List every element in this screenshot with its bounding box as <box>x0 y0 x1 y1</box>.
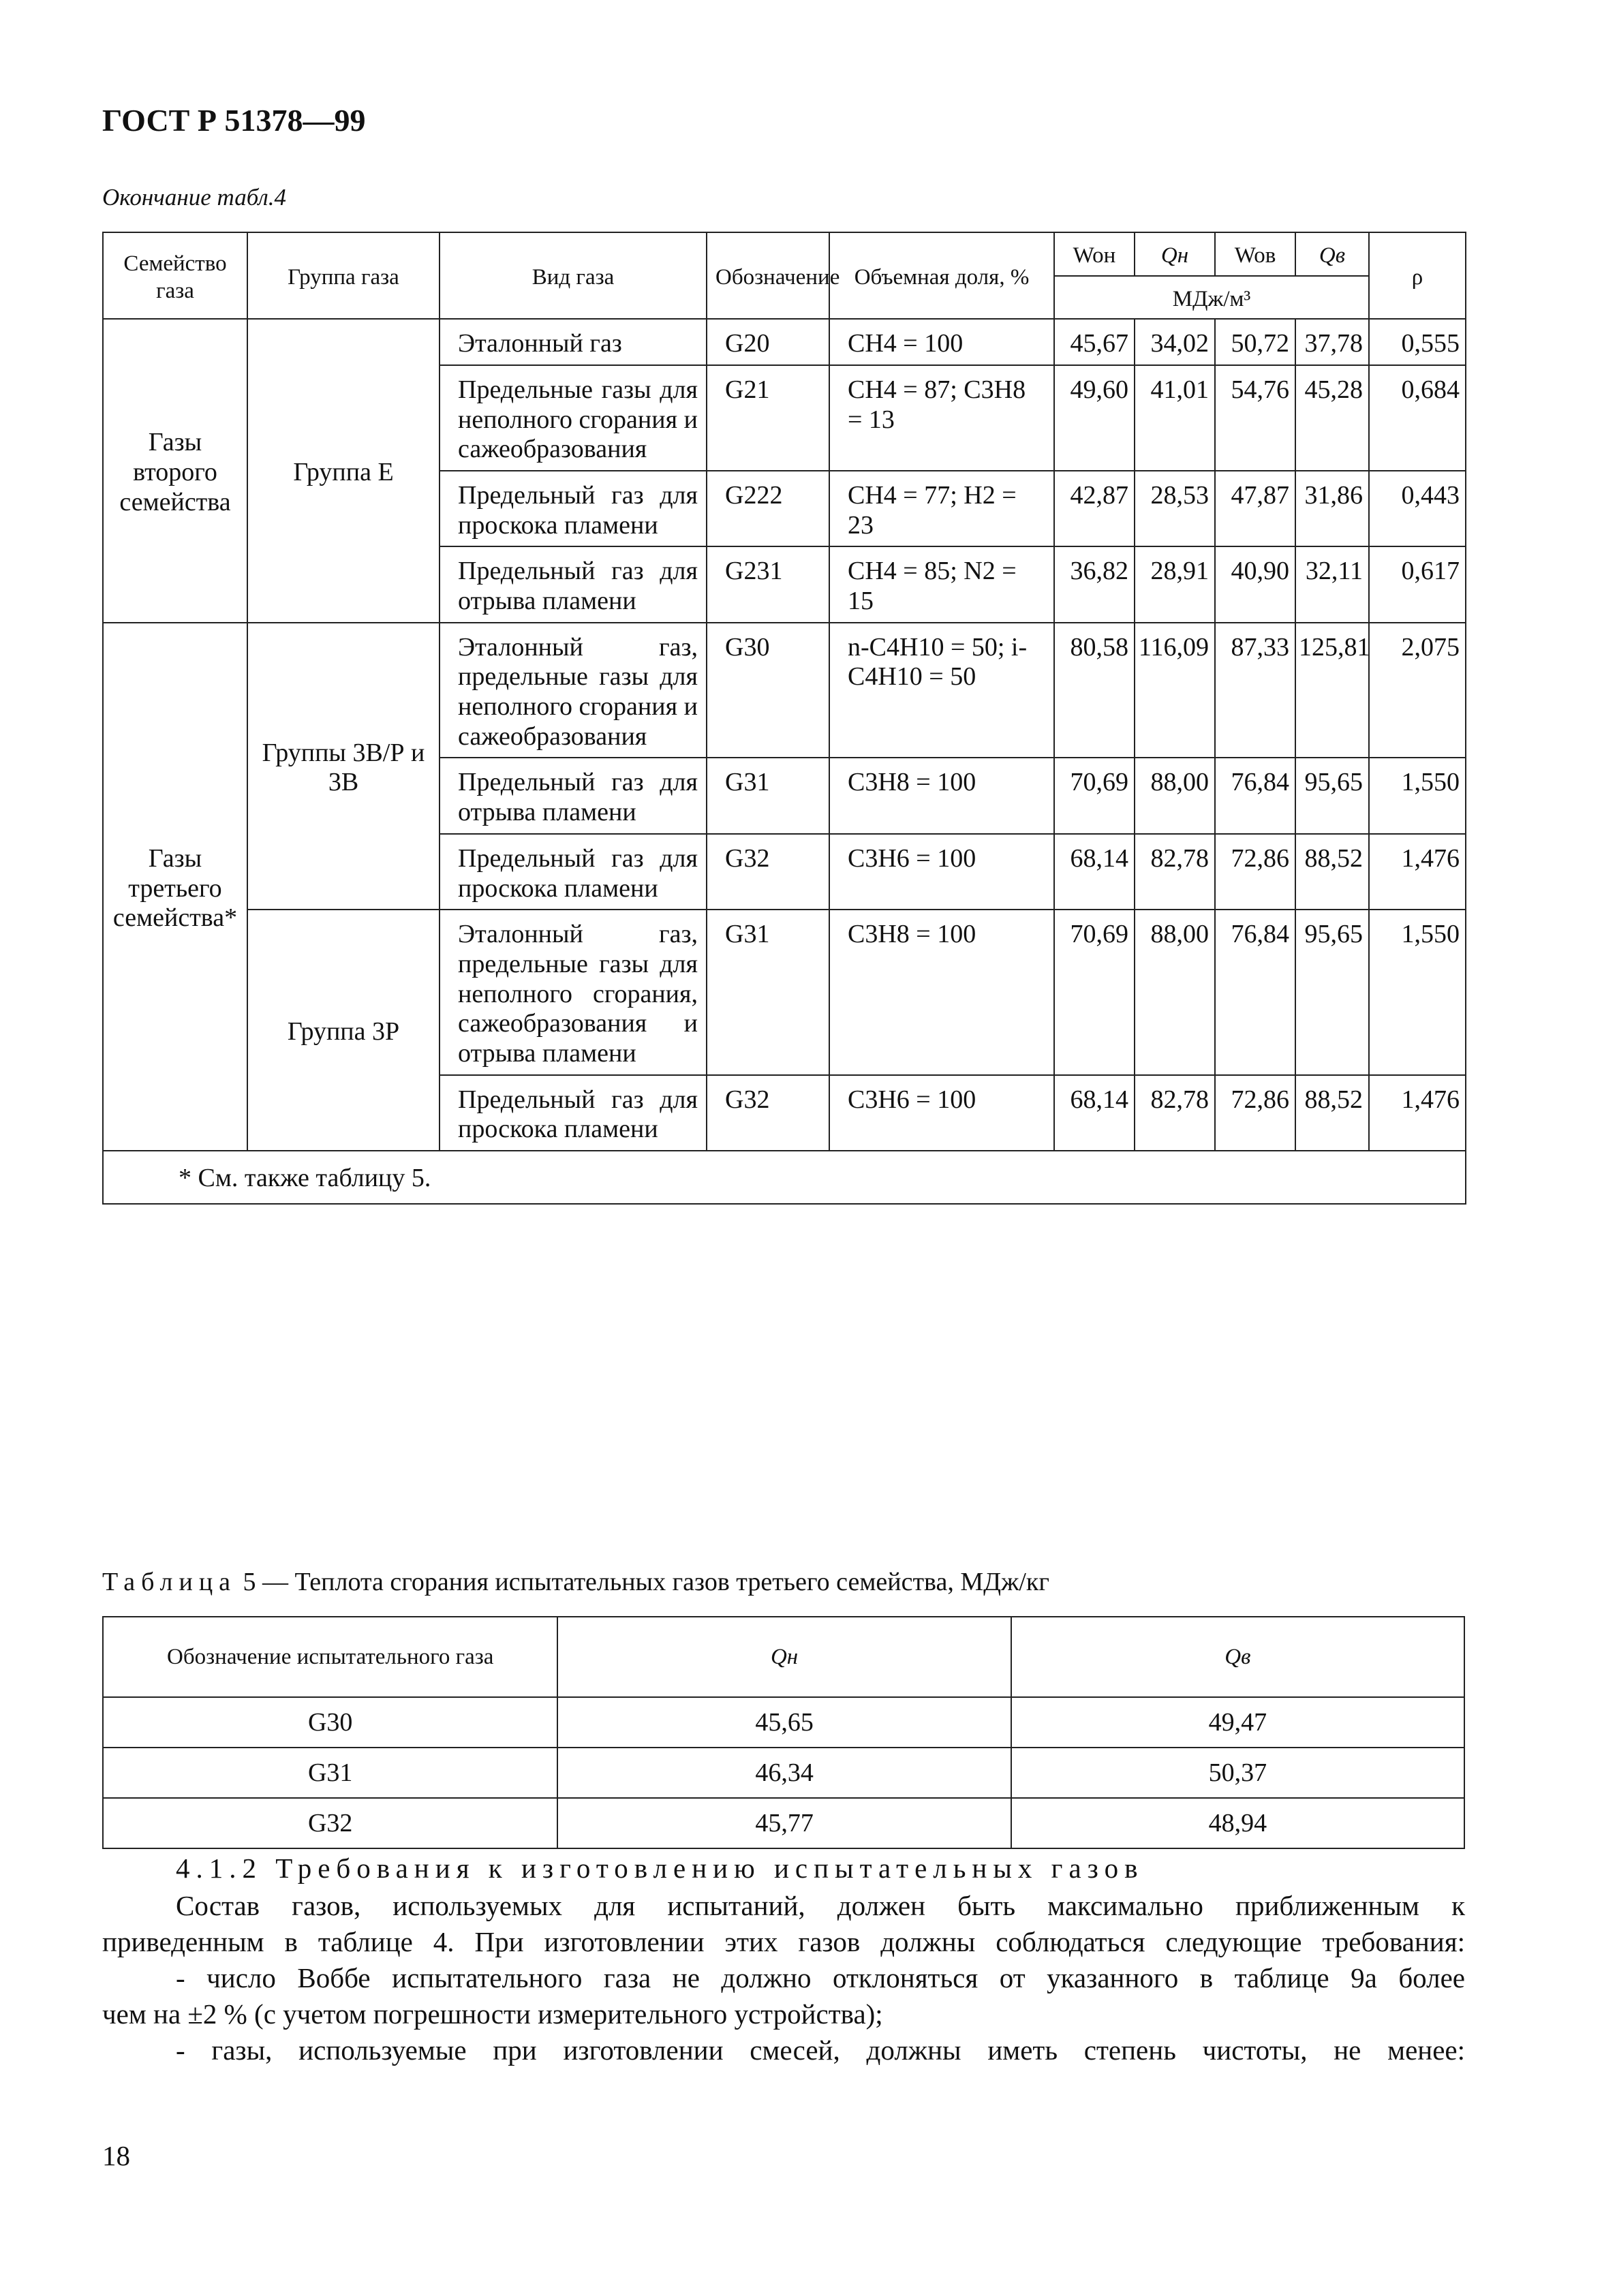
q-v-cell: 95,65 <box>1295 910 1369 1074</box>
table-row <box>103 910 1466 1074</box>
kind-cell: Предельный газ для проскока пламени <box>440 834 707 910</box>
table-footnote: * См. также таблицу 5. <box>103 1151 1466 1204</box>
wo-v-cell: 72,86 <box>1215 834 1295 910</box>
table5-caption-text: 5 — Теплота сгорания испытательных газов третьего семейства, МДж/кг <box>243 1568 1049 1596</box>
fraction-cell: CH4 = 85; N2 = 15 <box>829 546 1054 622</box>
wo-v-cell: 72,86 <box>1215 1075 1295 1151</box>
code-cell: G30 <box>103 1697 557 1748</box>
q-n-cell: 82,78 <box>1135 834 1215 910</box>
table-footnote-row <box>103 1151 1466 1204</box>
rho-cell: 0,443 <box>1369 471 1466 546</box>
col-header-family: Семейство газа <box>103 232 247 319</box>
col-header-code: Обозначение испытательного газа <box>103 1617 557 1697</box>
gas-table-4 <box>102 232 1466 1205</box>
wo-n-cell: 42,87 <box>1054 471 1135 546</box>
table-row <box>103 319 1466 365</box>
unit-header: МДж/м³ <box>1054 276 1369 320</box>
table-row <box>103 1697 1464 1748</box>
wo-n-cell: 45,67 <box>1054 319 1135 365</box>
table-row <box>103 623 1466 758</box>
q-v-cell: 125,81 <box>1295 623 1369 758</box>
col-header-q-n: Qн <box>557 1617 1011 1697</box>
table-row <box>103 1798 1464 1848</box>
wo-v-cell: 47,87 <box>1215 471 1295 546</box>
kind-cell: Эталонный газ, предельные газы для неполного сгорания, сажеобразования и отрыва пламени <box>440 910 707 1074</box>
rho-cell: 0,555 <box>1369 319 1466 365</box>
group-cell-e: Группа Е <box>247 319 440 623</box>
code-cell: G231 <box>707 546 829 622</box>
wo-n-cell: 36,82 <box>1054 546 1135 622</box>
q-v-cell: 31,86 <box>1295 471 1369 546</box>
q-v-cell: 37,78 <box>1295 319 1369 365</box>
table5-caption-word: Таблица <box>102 1568 237 1596</box>
q-v-cell: 49,47 <box>1011 1697 1464 1748</box>
wo-n-cell: 70,69 <box>1054 758 1135 833</box>
rho-cell: 0,684 <box>1369 365 1466 471</box>
code-cell: G32 <box>707 1075 829 1151</box>
q-v-cell: 95,65 <box>1295 758 1369 833</box>
page-number: 18 <box>102 2140 130 2171</box>
rho-cell: 1,550 <box>1369 910 1466 1074</box>
fraction-cell: C3H6 = 100 <box>829 1075 1054 1151</box>
col-header-code: Обозначение <box>707 232 829 319</box>
fraction-cell: CH4 = 87; C3H8 = 13 <box>829 365 1054 471</box>
wo-n-cell: 68,14 <box>1054 834 1135 910</box>
table5-header-row <box>103 1617 1464 1697</box>
fraction-cell: n-C4H10 = 50; i-C4H10 = 50 <box>829 623 1054 758</box>
wo-n-cell: 68,14 <box>1054 1075 1135 1151</box>
col-header-q-n: Qн <box>1135 232 1215 276</box>
table5-caption <box>102 1567 1049 1597</box>
col-header-wo-v: Woв <box>1215 232 1295 276</box>
wo-n-cell: 49,60 <box>1054 365 1135 471</box>
col-header-fraction: Объемная доля, % <box>829 232 1054 319</box>
code-cell: G222 <box>707 471 829 546</box>
q-n-cell: 28,91 <box>1135 546 1215 622</box>
table-header-row <box>103 232 1466 276</box>
section-heading: 4.1.2 Требования к изготовлению испытательных газов <box>176 1852 1144 1884</box>
rho-cell: 2,075 <box>1369 623 1466 758</box>
bullet-line: - число Воббе испытательного газа не должно отклоняться от указанного в таблице 9а более <box>176 1962 1465 1994</box>
code-cell: G21 <box>707 365 829 471</box>
wo-v-cell: 54,76 <box>1215 365 1295 471</box>
wo-n-cell: 70,69 <box>1054 910 1135 1074</box>
wo-v-cell: 76,84 <box>1215 758 1295 833</box>
kind-cell: Предельный газ для проскока пламени <box>440 471 707 546</box>
bullet-line: - газы, используемые при изготовлении смесей, должны иметь степень чистоты, не менее: <box>176 2034 1465 2066</box>
fraction-cell: C3H8 = 100 <box>829 910 1054 1074</box>
code-cell: G31 <box>707 910 829 1074</box>
document-header: ГОСТ Р 51378—99 <box>102 103 366 138</box>
q-n-cell: 45,65 <box>557 1697 1011 1748</box>
paragraph-line: Состав газов, используемых для испытаний, должен быть максимально приближенным к <box>176 1890 1465 1921</box>
col-header-kind: Вид газа <box>440 232 707 319</box>
q-n-cell: 45,77 <box>557 1798 1011 1848</box>
fraction-cell: CH4 = 100 <box>829 319 1054 365</box>
q-v-cell: 88,52 <box>1295 1075 1369 1151</box>
q-v-cell: 50,37 <box>1011 1748 1464 1798</box>
q-n-cell: 88,00 <box>1135 758 1215 833</box>
group-cell-3p: Группа 3Р <box>247 910 440 1151</box>
code-cell: G31 <box>707 758 829 833</box>
kind-cell: Предельный газ для проскока пламени <box>440 1075 707 1151</box>
q-n-cell: 28,53 <box>1135 471 1215 546</box>
gas-table-5 <box>102 1616 1465 1849</box>
group-cell-3bp: Группы 3В/Р и 3В <box>247 623 440 910</box>
code-cell: G32 <box>103 1798 557 1848</box>
kind-cell: Предельный газ для отрыва пламени <box>440 758 707 833</box>
q-v-cell: 45,28 <box>1295 365 1369 471</box>
col-header-group: Группа газа <box>247 232 440 319</box>
rho-cell: 1,476 <box>1369 1075 1466 1151</box>
q-v-cell: 32,11 <box>1295 546 1369 622</box>
code-cell: G20 <box>707 319 829 365</box>
table-row <box>103 1748 1464 1798</box>
wo-n-cell: 80,58 <box>1054 623 1135 758</box>
code-cell: G32 <box>707 834 829 910</box>
paragraph-line: приведенным в таблице 4. При изготовлении этих газов должны соблюдаться следующие требования: <box>102 1926 1465 1957</box>
wo-v-cell: 76,84 <box>1215 910 1295 1074</box>
fraction-cell: C3H8 = 100 <box>829 758 1054 833</box>
kind-cell: Эталонный газ <box>440 319 707 365</box>
q-n-cell: 82,78 <box>1135 1075 1215 1151</box>
col-header-wo-n: Woн <box>1054 232 1135 276</box>
rho-cell: 0,617 <box>1369 546 1466 622</box>
code-cell: G31 <box>103 1748 557 1798</box>
family-cell-second: Газы второго семейства <box>103 319 247 623</box>
q-v-cell: 88,52 <box>1295 834 1369 910</box>
table-continuation-label: Окончание табл.4 <box>102 184 286 211</box>
bullet-line: чем на ±2 % (с учетом погрешности измерительного устройства); <box>102 1998 883 2030</box>
q-v-cell: 48,94 <box>1011 1798 1464 1848</box>
q-n-cell: 88,00 <box>1135 910 1215 1074</box>
code-cell: G30 <box>707 623 829 758</box>
kind-cell: Предельный газ для отрыва пламени <box>440 546 707 622</box>
rho-cell: 1,550 <box>1369 758 1466 833</box>
fraction-cell: CH4 = 77; H2 = 23 <box>829 471 1054 546</box>
q-n-cell: 34,02 <box>1135 319 1215 365</box>
q-n-cell: 46,34 <box>557 1748 1011 1798</box>
family-cell-third: Газы третьего семейства* <box>103 623 247 1151</box>
rho-cell: 1,476 <box>1369 834 1466 910</box>
q-n-cell: 116,09 <box>1135 623 1215 758</box>
col-header-q-v: Qв <box>1295 232 1369 276</box>
q-n-cell: 41,01 <box>1135 365 1215 471</box>
wo-v-cell: 40,90 <box>1215 546 1295 622</box>
kind-cell: Предельные газы для неполного сгорания и сажеобразования <box>440 365 707 471</box>
col-header-q-v: Qв <box>1011 1617 1464 1697</box>
kind-cell: Эталонный газ, предельные газы для неполного сгорания и сажеобразования <box>440 623 707 758</box>
col-header-rho: ρ <box>1369 232 1466 319</box>
wo-v-cell: 50,72 <box>1215 319 1295 365</box>
fraction-cell: C3H6 = 100 <box>829 834 1054 910</box>
wo-v-cell: 87,33 <box>1215 623 1295 758</box>
